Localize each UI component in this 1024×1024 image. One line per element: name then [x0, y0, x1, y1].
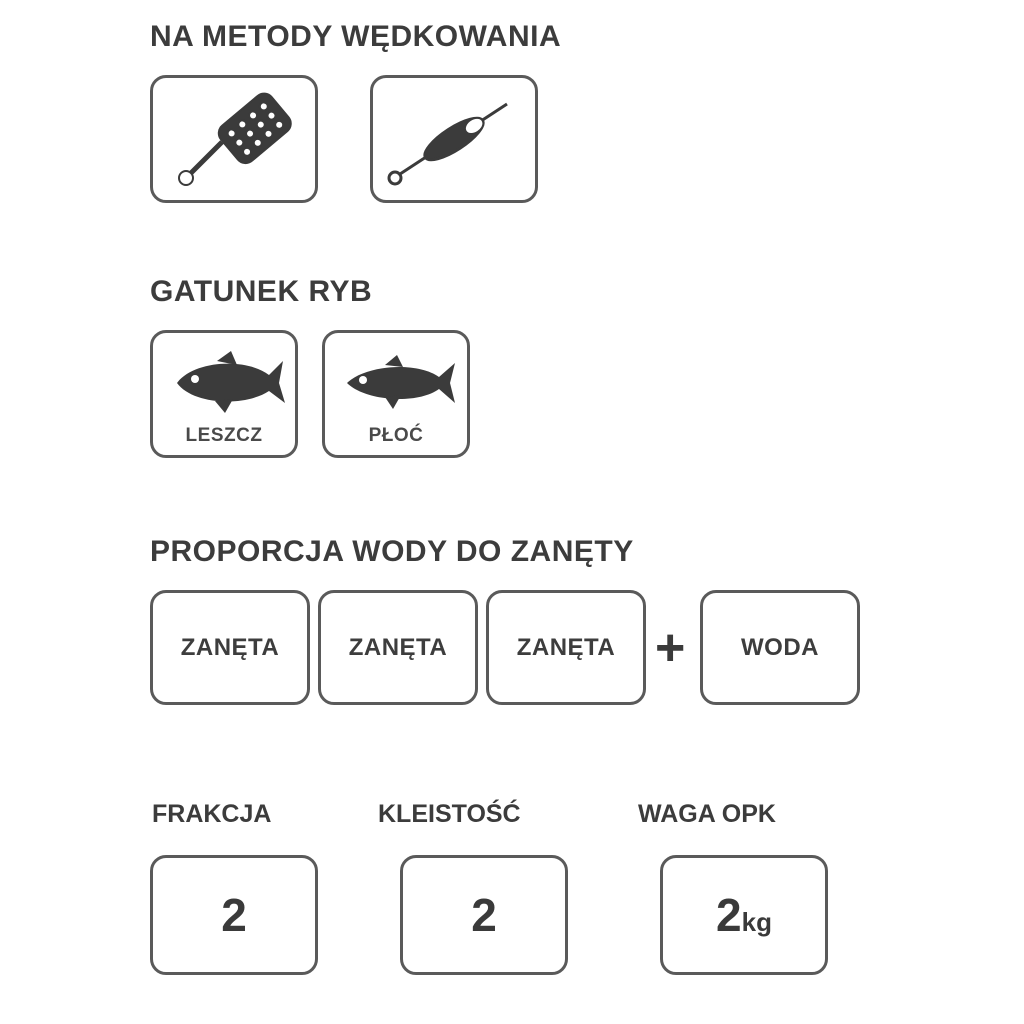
proportion-tile-3 [486, 590, 646, 705]
spec-tile-waga [660, 855, 828, 975]
proportion-label-3: ZANĘTA [516, 633, 616, 661]
spec-title-frakcja: FRAKCJA [152, 800, 272, 828]
float-feeder-icon [373, 78, 535, 200]
spec-title-kleistosc: KLEISTOŚĆ [378, 800, 521, 828]
method-feeder-icon [153, 78, 315, 200]
proportion-label-1: ZANĘTA [180, 633, 280, 661]
spec-value-waga [663, 888, 825, 942]
proportion-plus-operator: + [655, 619, 686, 677]
spec-tile-kleistosc [400, 855, 568, 975]
section-title-methods: NA METODY WĘDKOWANIA [150, 20, 562, 53]
proportion-label-2: ZANĘTA [348, 633, 448, 661]
fish-tile-bream [150, 330, 298, 458]
proportion-tile-water [700, 590, 860, 705]
section-title-fish: GATUNEK RYB [150, 275, 373, 308]
spec-value-waga-number: 2 [716, 889, 742, 941]
method-tile-feeder [150, 75, 318, 203]
proportion-tile-2 [318, 590, 478, 705]
spec-value-waga-unit: kg [741, 907, 772, 937]
method-tile-float [370, 75, 538, 203]
section-title-proportion: PROPORCJA WODY DO ZANĘTY [150, 535, 634, 568]
spec-tile-frakcja [150, 855, 318, 975]
fish-label-roach: PŁOĆ [368, 425, 424, 446]
proportion-tile-1 [150, 590, 310, 705]
proportion-label-water: WODA [741, 633, 819, 661]
fish-label-bream: LESZCZ [185, 425, 263, 446]
spec-value-frakcja: 2 [221, 889, 247, 941]
spec-value-kleistosc: 2 [471, 889, 497, 941]
fish-tile-roach [322, 330, 470, 458]
spec-title-waga: WAGA OPK [638, 800, 776, 828]
